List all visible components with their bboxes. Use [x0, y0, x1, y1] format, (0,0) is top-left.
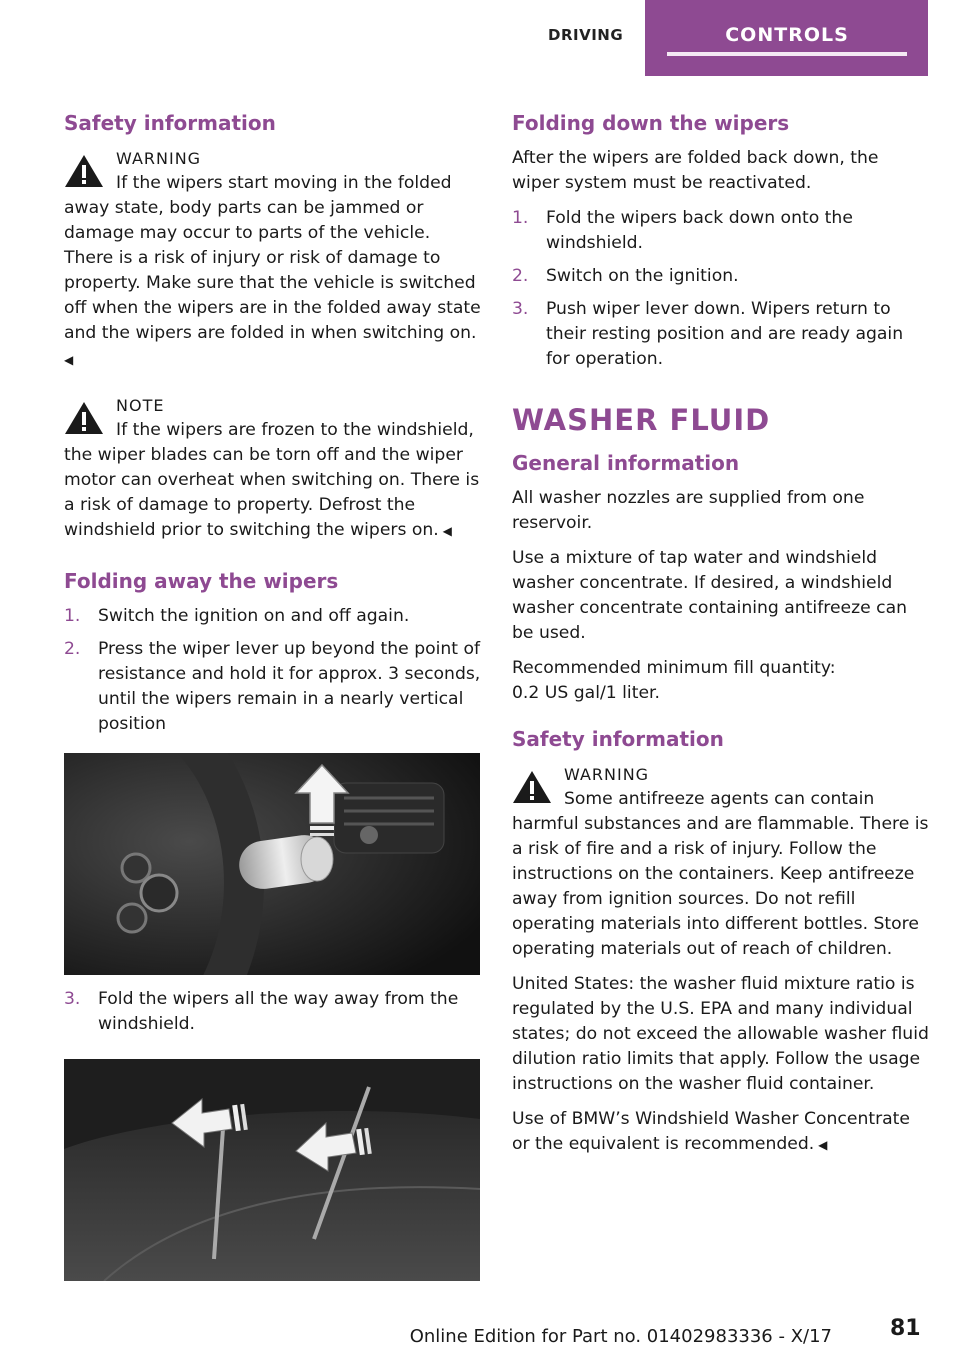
general-paragraph-2: Use a mixture of tap water and windshield washer concentrate. If desired, a windshield washer concentrate containing antifreeze can be used.: [512, 548, 908, 643]
folding-down-heading: Folding down the wipers: [512, 111, 790, 135]
folding-away-steps-continued: [64, 987, 482, 1037]
bmw-concentrate-paragraph: Use of BMW’s Windshield Washer Concentrate or the equivalent is recommended. ◀: [512, 1109, 910, 1154]
page-number: 81: [890, 1316, 921, 1341]
header-chapter: CONTROLS: [667, 0, 907, 56]
folded-wipers-illustration: [64, 1059, 480, 1281]
list-item: 2. Switch on the ignition.: [512, 266, 739, 286]
note-text: the wiper blades can be torn off and the wiper motor can overheat when switching on. There is a risk of damage to property. Defrost the windshield prior to switching the wipers on.: [64, 445, 480, 540]
warning-first-line: If the wipers start moving in the folded: [116, 173, 452, 193]
end-mark-icon: ◀: [438, 524, 452, 538]
list-item: 2. Press the wiper lever up beyond the point of resistance and hold it for approx. 3 seconds, until the wipers remain in a nearly vertical position: [64, 639, 481, 734]
warning-notice-right: [512, 762, 930, 962]
warning-text: away state, body parts can be jammed or damage may occur to parts of the vehicle. There is a risk of injury or risk of damage to property. Make sure that the vehicle is switched off when the wipers are in the folded away state and the wipers are folded in when switching on.: [64, 198, 481, 343]
folding-away-heading: Folding away the wipers: [64, 569, 339, 593]
folding-away-steps: [64, 604, 482, 737]
folding-down-intro: After the wipers are folded back down, the wiper system must be reactivated.: [512, 148, 879, 193]
us-regulation-paragraph: United States: the washer fluid mixture ratio is regulated by the U.S. EPA and many individual states; do not exceed the allowable washer fluid dilution ratio limits that apply. Follow the usage instructions on the washer fluid container.: [512, 974, 929, 1094]
warning-triangle-icon: [64, 154, 104, 188]
note-first-line: If the wipers are frozen to the windshield,: [116, 420, 474, 440]
end-mark-icon: ◀: [64, 353, 74, 367]
list-item: 1. Fold the wipers back down onto the windshield.: [512, 208, 853, 253]
safety-heading-right: Safety information: [512, 727, 724, 751]
warning-text: harmful substances and are flammable. There is a risk of fire and a risk of injury. Follow the instructions on the containers. Keep antifreeze away from ignition sources. Do not refill operating materials into different bottles. Store operating materials out of reach of children.: [512, 814, 929, 959]
wiper-lever-illustration: [64, 753, 480, 975]
warning-notice-left: [64, 146, 482, 373]
warning-label: WARNING: [564, 765, 650, 784]
general-paragraph-3: Recommended minimum fill quantity: 0.2 US gal/1 liter.: [512, 658, 836, 703]
general-paragraph-1: All washer nozzles are supplied from one reservoir.: [512, 488, 865, 533]
warning-label: WARNING: [116, 149, 202, 168]
warning-triangle-icon: [64, 401, 104, 435]
right-column: [512, 108, 930, 1168]
footer-edition: Online Edition for Part no. 01402983336 - X/17: [409, 1326, 832, 1347]
end-mark-icon: ◀: [814, 1138, 828, 1152]
folded-wipers-photo: [64, 1059, 480, 1281]
warning-triangle-icon: [512, 770, 552, 804]
folding-down-steps: [512, 206, 930, 372]
wiper-lever-photo: [64, 753, 480, 975]
warning-first-line: Some antifreeze agents can contain: [564, 789, 875, 809]
note-notice-left: [64, 393, 482, 544]
header-section: DRIVING: [548, 26, 624, 44]
washer-fluid-heading: WASHER FLUID: [512, 403, 771, 437]
left-column: [64, 108, 482, 1293]
list-item: 1. Switch the ignition on and off again.: [64, 606, 410, 626]
header-chapter-tab: [645, 0, 928, 76]
note-label: NOTE: [116, 396, 165, 415]
general-information-heading: General information: [512, 451, 740, 475]
list-item: 3. Fold the wipers all the way away from the windshield.: [64, 989, 459, 1034]
safety-heading-left: Safety information: [64, 111, 276, 135]
list-item: 3. Push wiper lever down. Wipers return to their resting position and are ready again for operation.: [512, 299, 904, 369]
